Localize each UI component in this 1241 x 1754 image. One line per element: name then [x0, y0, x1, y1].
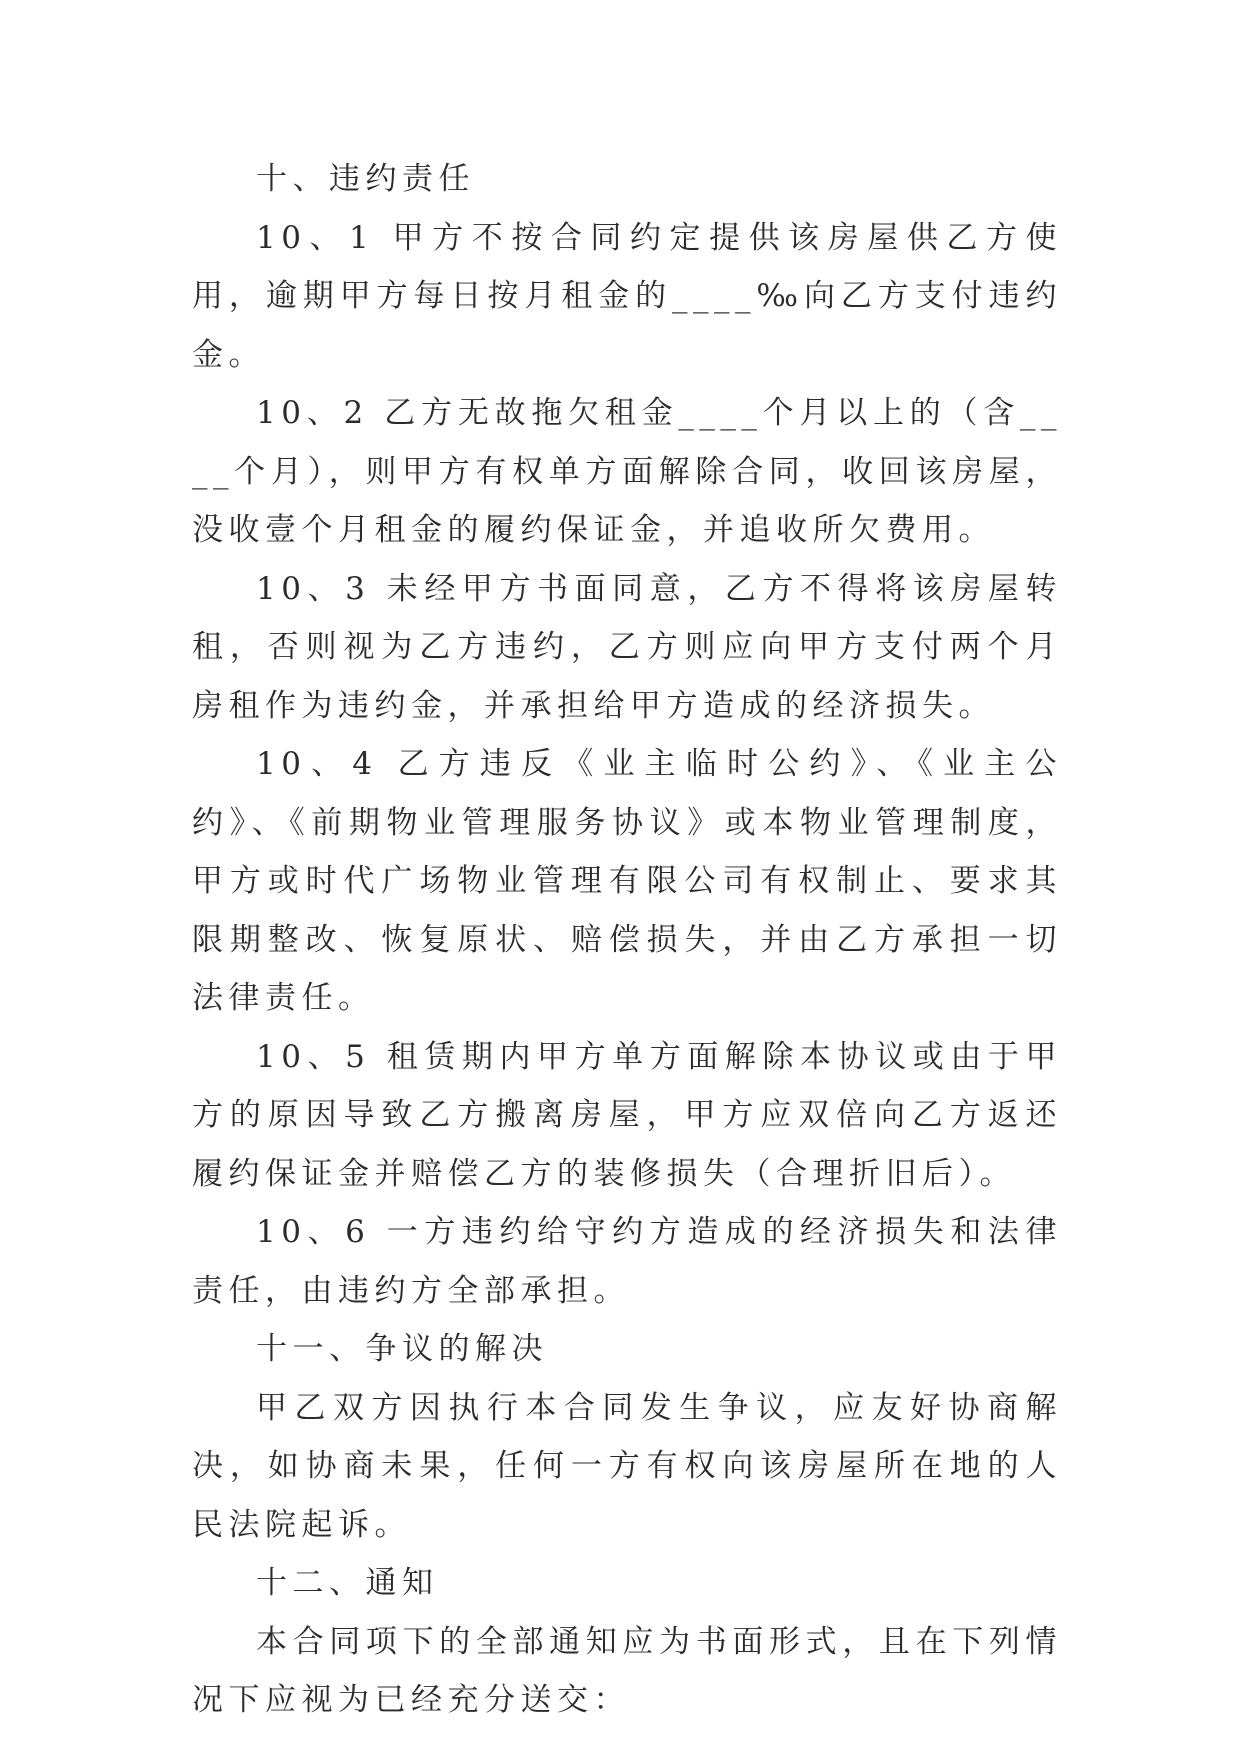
notice-text: 本合同项下的全部通知应为书面形式，且在下列情况下应视为已经充分送交：: [192, 1623, 1062, 1718]
dispute-resolution-text: 甲乙双方因执行本合同发生争议，应友好协商解决，如协商未果，任何一方有权向该房屋所在地的人民法院起诉。: [192, 1389, 1062, 1543]
section-heading-notice: 十二、通知: [256, 1565, 439, 1601]
clause-10-4: 10、4 乙方违反《业主临时公约》、《业主公约》、《前期物业管理服务协议》或本物业管理制度，甲方或时代广场物业管理有限公司有权制止、要求其限期整改、恢复原状、赔偿损失，并由乙方承担一切法律责任。: [192, 746, 1062, 1016]
section-heading-dispute-resolution: 十一、争议的解决: [256, 1331, 548, 1367]
clause-10-3: 10、3 未经甲方书面同意，乙方不得将该房屋转租，否则视为乙方违约，乙方则应向甲方支付两个月房租作为违约金，并承担给甲方造成的经济损失。: [192, 570, 1062, 724]
section-heading-breach-liability: 十、违约责任: [256, 161, 475, 197]
clause-10-2: 10、2 乙方无故拖欠租金____个月以上的（含____个月），则甲方有权单方面解除合同，收回该房屋，没收壹个月租金的履约保证金，并追收所欠费用。: [192, 395, 1062, 548]
document-body: [192, 150, 1062, 1730]
clause-10-6: 10、6 一方违约给守约方造成的经济损失和法律责任，由违约方全部承担。: [192, 1214, 1062, 1309]
clause-10-5: 10、5 租赁期内甲方单方面解除本协议或由于甲方的原因导致乙方搬离房屋，甲方应双倍向乙方返还履约保证金并赔偿乙方的装修损失（合理折旧后）。: [192, 1038, 1062, 1192]
clause-10-1: 10、1 甲方不按合同约定提供该房屋供乙方使用，逾期甲方每日按月租金的____‰向乙方支付违约金。: [192, 219, 1062, 373]
